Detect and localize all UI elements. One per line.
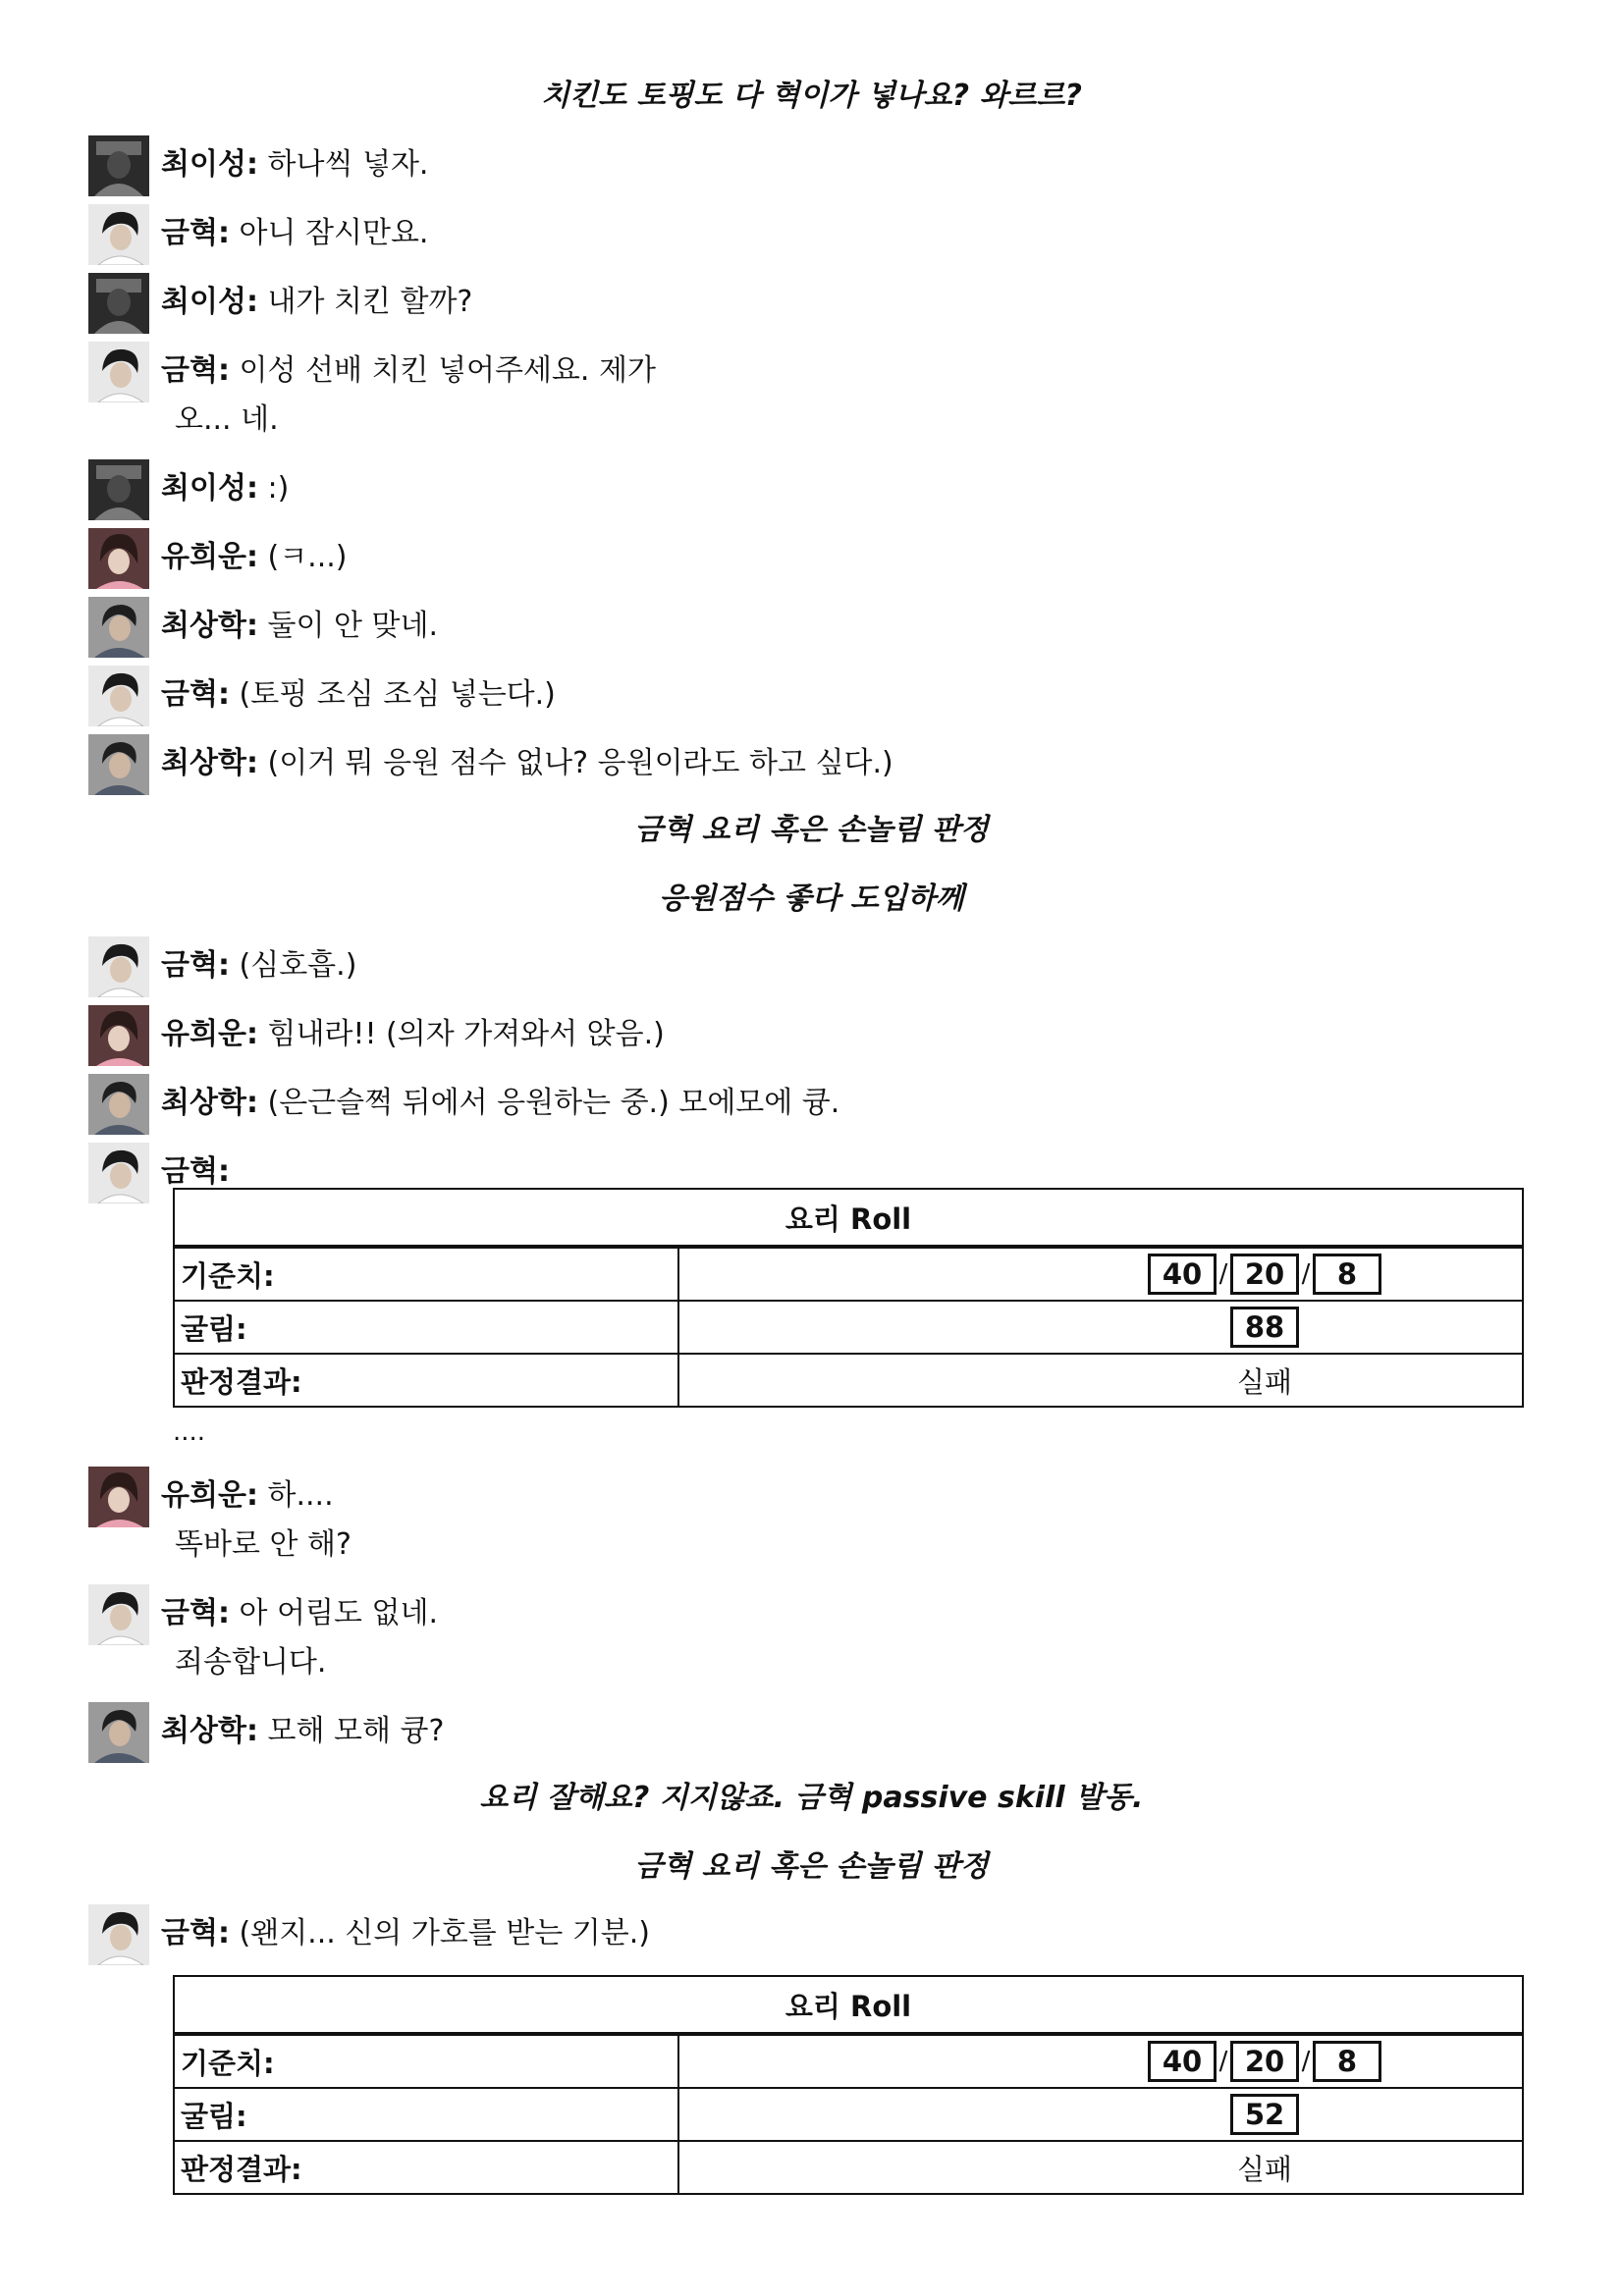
roll-value: 52 xyxy=(1230,2094,1299,2135)
roll-title: 요리 Roll xyxy=(174,1189,1523,1247)
speaker-name: 금혁: xyxy=(161,948,230,983)
portrait-icon xyxy=(88,734,149,795)
portrait-icon xyxy=(88,1467,149,1527)
speaker-name: 유희운: xyxy=(161,540,258,574)
portrait-icon xyxy=(88,1904,149,1965)
message-text: 이성 선배 치킨 넣어주세요. 제가 xyxy=(239,353,656,388)
speaker-name: 최상학: xyxy=(161,746,258,780)
message-line xyxy=(161,538,347,577)
message-text: 내가 치킨 할까? xyxy=(267,285,473,319)
portrait-icon xyxy=(88,204,149,265)
dark-portrait-icon xyxy=(88,273,149,334)
base-value: 20 xyxy=(1230,1254,1299,1295)
result-value: 실패 xyxy=(678,1354,1523,1407)
message-text: 아 어림도 없네. xyxy=(239,1596,439,1630)
base-value: 40 xyxy=(1148,1254,1217,1295)
speaker-name: 최이성: xyxy=(161,285,258,319)
speaker-name: 유희운: xyxy=(161,1478,258,1513)
speaker-name: 금혁: xyxy=(161,353,230,388)
separator: / xyxy=(1218,1259,1228,1289)
message-line xyxy=(161,1015,665,1054)
message-line xyxy=(161,1594,438,1633)
ellipsis-text: .... xyxy=(173,1417,206,1447)
roll-row xyxy=(174,1354,1523,1407)
speaker-name: 최이성: xyxy=(161,147,258,182)
message-text: (토핑 조심 조심 넣는다.) xyxy=(239,677,556,712)
message-text: 하나씩 넣자. xyxy=(267,147,429,182)
speaker-name: 최상학: xyxy=(161,1086,258,1120)
speaker-name: 유희운: xyxy=(161,1017,258,1051)
roll-row xyxy=(174,2141,1523,2194)
base-value: 8 xyxy=(1313,1254,1381,1295)
speaker-name: 금혁: xyxy=(161,1916,230,1950)
roll-title: 요리 Roll xyxy=(174,1976,1523,2034)
portrait-icon xyxy=(88,1702,149,1763)
message-line xyxy=(161,283,472,322)
portrait-icon xyxy=(88,936,149,997)
message-text: (ㅋ...) xyxy=(267,540,348,574)
base-value: 40 xyxy=(1148,2041,1217,2082)
base-value: 8 xyxy=(1313,2041,1381,2082)
base-label: 기준치: xyxy=(174,1247,678,1301)
narration-line: 요리 잘해요? 지지않죠. 금혁 passive skill 발동. xyxy=(479,1781,1144,1815)
roll-row xyxy=(174,1301,1523,1354)
roll-value-cell xyxy=(678,2088,1523,2141)
message-line xyxy=(161,469,289,508)
message-text: (이거 뭐 응원 점수 없나? 응원이라도 하고 싶다.) xyxy=(267,746,893,780)
message-continuation: 똑바로 안 해? xyxy=(175,1527,352,1562)
message-line xyxy=(161,675,556,715)
speaker-name: 최이성: xyxy=(161,471,258,506)
roll-header-row xyxy=(174,1976,1523,2034)
roll-row xyxy=(174,2034,1523,2088)
portrait-icon xyxy=(88,1584,149,1645)
message-line xyxy=(161,1914,650,1953)
message-text: 아니 잠시만요. xyxy=(239,216,429,250)
portrait-icon xyxy=(88,1143,149,1203)
roll-table xyxy=(173,1188,1524,1408)
dark-portrait-icon xyxy=(88,135,149,196)
dark-portrait-icon xyxy=(88,459,149,520)
message-line xyxy=(161,1152,230,1192)
message-text: (심호흡.) xyxy=(239,948,357,983)
separator: / xyxy=(1218,2047,1228,2076)
message-continuation: 오... 네. xyxy=(175,402,279,437)
message-line xyxy=(161,351,656,391)
speaker-name: 금혁: xyxy=(161,1596,230,1630)
portrait-icon xyxy=(88,1005,149,1066)
portrait-icon xyxy=(88,597,149,658)
roll-label: 굴림: xyxy=(174,2088,678,2141)
message-text: 힘내라!! (의자 가져와서 앉음.) xyxy=(267,1017,665,1051)
message-text: (은근슬쩍 뒤에서 응원하는 중.) 모에모에 큥. xyxy=(267,1086,840,1120)
roll-table xyxy=(173,1975,1524,2195)
narration-line: 금혁 요리 혹은 손놀림 판정 xyxy=(634,1849,989,1884)
roll-value-cell xyxy=(678,1301,1523,1354)
message-text: 모해 모해 큥? xyxy=(267,1714,445,1748)
message-text: 하.... xyxy=(267,1478,334,1513)
result-label: 판정결과: xyxy=(174,2141,678,2194)
roll-row xyxy=(174,2088,1523,2141)
narration-line: 치킨도 토핑도 다 혁이가 넣나요? 와르르? xyxy=(541,79,1082,113)
portrait-icon xyxy=(88,528,149,589)
message-line xyxy=(161,214,428,253)
message-text: 둘이 안 맞네. xyxy=(267,609,438,643)
portrait-icon xyxy=(88,666,149,726)
roll-value: 88 xyxy=(1230,1307,1299,1348)
message-continuation: 죄송합니다. xyxy=(175,1645,327,1680)
base-values xyxy=(678,2034,1523,2088)
narration-line: 금혁 요리 혹은 손놀림 판정 xyxy=(634,813,989,847)
portrait-icon xyxy=(88,342,149,402)
message-line xyxy=(161,744,893,783)
speaker-name: 금혁: xyxy=(161,677,230,712)
roll-row xyxy=(174,1247,1523,1301)
message-line xyxy=(161,946,356,986)
base-value: 20 xyxy=(1230,2041,1299,2082)
portrait-icon xyxy=(88,1074,149,1135)
roll-header-row xyxy=(174,1189,1523,1247)
message-line xyxy=(161,145,428,185)
separator: / xyxy=(1301,2047,1311,2076)
speaker-name: 최상학: xyxy=(161,1714,258,1748)
message-line xyxy=(161,1476,334,1516)
speaker-name: 최상학: xyxy=(161,609,258,643)
message-line xyxy=(161,607,438,646)
base-values xyxy=(678,1247,1523,1301)
base-label: 기준치: xyxy=(174,2034,678,2088)
roll-label: 굴림: xyxy=(174,1301,678,1354)
separator: / xyxy=(1301,1259,1311,1289)
speaker-name: 금혁: xyxy=(161,1154,230,1189)
speaker-name: 금혁: xyxy=(161,216,230,250)
message-line xyxy=(161,1712,444,1751)
narration-line: 응원점수 좋다 도입하께 xyxy=(659,881,964,916)
message-text: :) xyxy=(267,471,290,506)
result-value: 실패 xyxy=(678,2141,1523,2194)
message-text: (왠지... 신의 가호를 받는 기분.) xyxy=(239,1916,650,1950)
message-line xyxy=(161,1084,839,1123)
result-label: 판정결과: xyxy=(174,1354,678,1407)
